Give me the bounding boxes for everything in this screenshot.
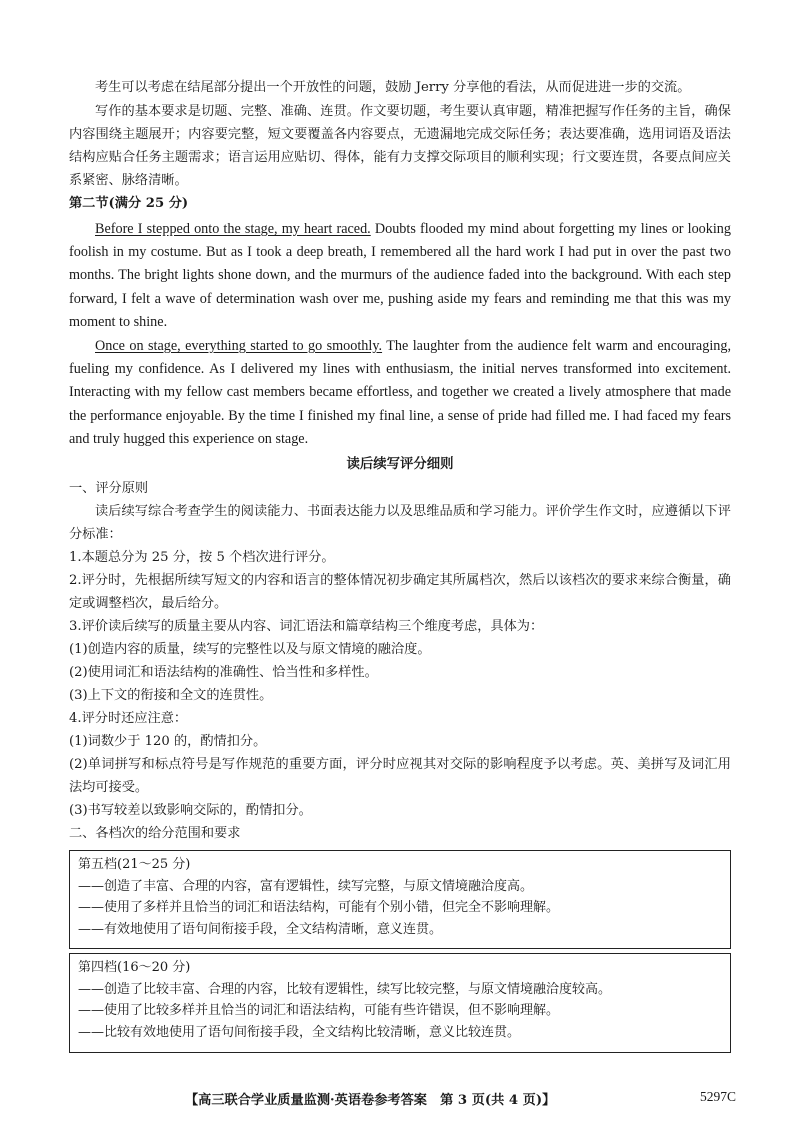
- grade-box-5: [69, 850, 731, 949]
- grade-criterion: ——创造了比较丰富、合理的内容，比较有逻辑性，续写比较完整，与原文情境融洽度较高。: [78, 981, 612, 997]
- paper-code: 5297C: [700, 1089, 737, 1104]
- rule-4-item: (2)单词拼写和标点符号是写作规范的重要方面，评分时应视其对交际的影响程度予以考虑。英、美拼写及词汇用法均可接受。: [69, 757, 731, 795]
- rule-4: 4.评分时还应注意：: [69, 711, 188, 726]
- principles-heading: 一、评分原则: [69, 481, 149, 496]
- principles-intro: 读后续写综合考查学生的阅读能力、书面表达能力以及思维品质和学习能力。评价学生作文时，应遵循以下评分标准：: [69, 504, 731, 542]
- rule-3: 3.评价读后续写的质量主要从内容、词汇语法和篇章结构三个维度考虑，具体为：: [69, 619, 544, 634]
- essay-p2-opening-sentence: Once on stage, everything started to go smoothly.: [95, 338, 383, 354]
- grade-box-title: 第五档(21～25 分): [78, 857, 191, 872]
- rule-2: 2.评分时，先根据所续写短文的内容和语言的整体情况初步确定其所属档次，然后以该档次的要求来综合衡量，确定或调整档次，最后给分。: [69, 573, 731, 611]
- section-2-heading: 第二节(满分 25 分): [69, 196, 189, 211]
- essay-p1-body: Doubts flooded my mind about forgetting my lines or looking foolish in my costume. But as I took a deep breath, I remembered all the hard work I had put in over the past two months. The bright lights shone down, and the murmurs of the audience faded into the background. With each step forward, I felt a wave of determination wash over me, pushing aside my fears and reminding me that this was my moment to shine.: [69, 221, 731, 330]
- grade-criterion: ——有效地使用了语句间衔接手段，全文结构清晰，意义连贯。: [78, 921, 443, 937]
- grades-heading: 二、各档次的给分范围和要求: [69, 826, 241, 841]
- essay-paragraph-1: [69, 218, 731, 334]
- grade-criterion: ——比较有效地使用了语句间衔接手段，全文结构比较清晰，意义比较连贯。: [78, 1024, 521, 1040]
- grade-criterion: ——使用了比较多样并且恰当的词汇和语法结构，可能有些许错误，但不影响理解。: [78, 1003, 560, 1018]
- grade-criterion: ——创造了丰富、合理的内容，富有逻辑性，续写完整，与原文情境融洽度高。: [78, 878, 534, 894]
- intro-paragraph-2: 写作的基本要求是切题、完整、准确、连贯。作文要切题，考生要认真审题，精准把握写作任务的主旨，确保内容围绕主题展开；内容要完整，短文要覆盖各内容要点，无遗漏地完成交际任务；表达要准确，选用词语及语法结构应贴合任务主题需求；语言运用应贴切、得体，能有力支撑交际项目的顺利实现；行文要连贯，各要点间应关系紧密、脉络清晰。: [69, 104, 731, 188]
- page-footer: 【高三联合学业质量监测·英语卷参考答案 第 3 页(共 4 页)】: [185, 1093, 556, 1108]
- rule-1: 1.本题总分为 25 分，按 5 个档次进行评分。: [69, 550, 335, 565]
- grade-box-4: [69, 953, 731, 1053]
- rule-3-item: (3)上下文的衔接和全文的连贯性。: [69, 688, 273, 703]
- intro-paragraph-1: 考生可以考虑在结尾部分提出一个开放性的问题，鼓励 Jerry 分享他的看法，从而促进进一步的交流。: [95, 80, 691, 95]
- essay-p2-body: The laughter from the audience felt warm and encouraging, fueling my confidence. As I delivered my lines with enthusiasm, the initial nerves transformed into excitement. Interacting with my fellow cast members became effortless, and together we created a lively atmosphere that made the performance enjoyable. By the time I finished my final line, a sense of pride had filled me. I had faced my fears and truly hugged this experience on stage.: [69, 338, 731, 447]
- grade-box-title: 第四档(16～20 分): [78, 960, 191, 975]
- essay-paragraph-2: [69, 335, 731, 451]
- grade-criterion: ——使用了多样并且恰当的词汇和语法结构，可能有个别小错，但完全不影响理解。: [78, 900, 560, 915]
- rubric-title: 读后续写评分细则: [346, 456, 454, 472]
- rule-3-item: (2)使用词汇和语法结构的准确性、恰当性和多样性。: [69, 665, 378, 680]
- rule-3-item: (1)创造内容的质量，续写的完整性以及与原文情境的融洽度。: [69, 642, 431, 657]
- rule-4-item: (3)书写较差以致影响交际的，酌情扣分。: [69, 803, 312, 818]
- essay-p1-opening-sentence: Before I stepped onto the stage, my heart raced.: [95, 221, 371, 237]
- rule-4-item: (1)词数少于 120 的，酌情扣分。: [69, 734, 267, 749]
